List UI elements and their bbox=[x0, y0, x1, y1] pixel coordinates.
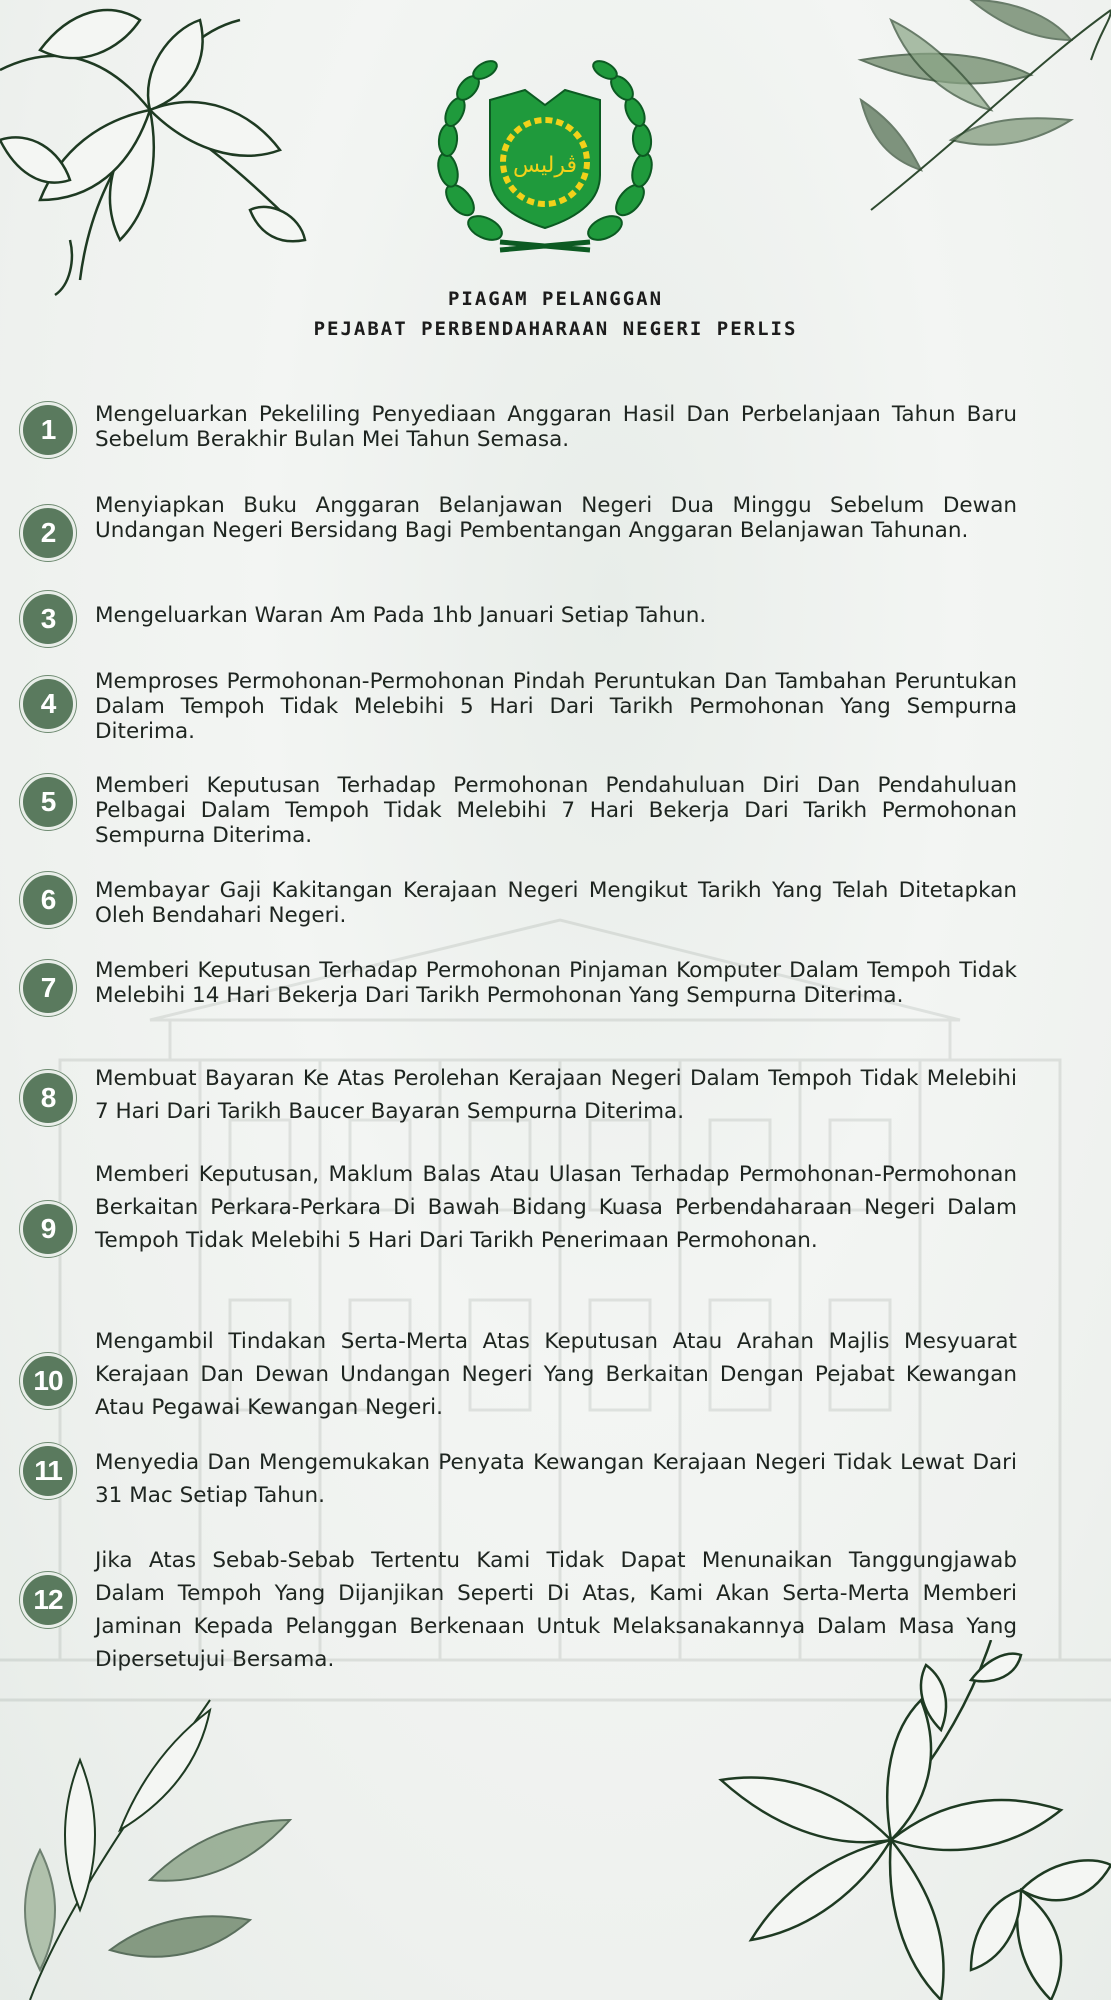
item-number-badge: 2 bbox=[20, 505, 76, 561]
item-text: Mengeluarkan Waran Am Pada 1hb Januari Setiap Tahun. bbox=[95, 603, 707, 628]
item-number-badge: 8 bbox=[20, 1070, 76, 1126]
item-text: Membuat Bayaran Ke Atas Perolehan Kerajaan Negeri Dalam Tempoh Tidak Melebihi 7 Hari Dari Tarikh Baucer Bayaran Sempurna Diterima. bbox=[95, 1066, 1017, 1124]
floral-decoration-bottom-right bbox=[691, 1640, 1111, 2000]
item-text: Mengeluarkan Pekeliling Penyediaan Anggaran Hasil Dan Perbelanjaan Tahun Baru Sebelum Berakhir Bulan Mei Tahun Semasa. bbox=[95, 402, 1017, 452]
page-subtitle: PEJABAT PERBENDAHARAAN NEGERI PERLIS bbox=[313, 318, 798, 340]
item-number-badge: 7 bbox=[20, 960, 76, 1016]
crest-text: ڤرليس bbox=[512, 153, 578, 178]
item-text: Memberi Keputusan, Maklum Balas Atau Ulasan Terhadap Permohonan-Permohonan Berkaitan Perkara-Perkara Di Bawah Bidang Kuasa Perbendaharaan Negeri Dalam Tempoh Tidak Melebihi 5 Hari Dari Tarikh Penerimaan Permohonan. bbox=[95, 1162, 1017, 1253]
item-text: Membayar Gaji Kakitangan Kerajaan Negeri Mengikut Tarikh Yang Telah Ditetapkan Oleh Bendahari Negeri. bbox=[95, 878, 1017, 928]
foliage-decoration-bottom-left bbox=[0, 1680, 300, 2000]
item-text: Memberi Keputusan Terhadap Permohonan Pinjaman Komputer Dalam Tempoh Tidak Melebihi 14 Hari Bekerja Dari Tarikh Permohonan Yang Sempurna Diterima. bbox=[95, 958, 1017, 1008]
item-text: Menyedia Dan Mengemukakan Penyata Kewangan Kerajaan Negeri Tidak Lewat Dari 31 Mac Setiap Tahun. bbox=[95, 1450, 1017, 1508]
item-number-badge: 6 bbox=[20, 872, 76, 928]
page-title: PIAGAM PELANGGAN bbox=[447, 288, 664, 310]
item-number-badge: 5 bbox=[20, 774, 76, 830]
item-text: Memproses Permohonan-Permohonan Pindah Peruntukan Dan Tambahan Peruntukan Dalam Tempoh Tidak Melebihi 5 Hari Dari Tarikh Permohonan Yang Sempurna Diterima. bbox=[95, 669, 1017, 744]
foliage-decoration-top-right bbox=[811, 0, 1111, 220]
item-number-badge: 10 bbox=[20, 1353, 76, 1409]
state-crest-logo bbox=[430, 50, 660, 260]
item-number-badge: 11 bbox=[20, 1443, 76, 1499]
item-number-badge: 4 bbox=[20, 676, 76, 732]
item-number-badge: 9 bbox=[20, 1201, 76, 1257]
item-text: Memberi Keputusan Terhadap Permohonan Pendahuluan Diri Dan Pendahuluan Pelbagai Dalam Tempoh Tidak Melebihi 7 Hari Bekerja Dari Tarikh Permohonan Sempurna Diterima. bbox=[95, 773, 1017, 848]
floral-decoration-top-left bbox=[0, 0, 340, 300]
item-text: Jika Atas Sebab-Sebab Tertentu Kami Tidak Dapat Menunaikan Tanggungjawab Dalam Tempoh Yang Dijanjikan Seperti Di Atas, Kami Akan Serta-Merta Memberi Jaminan Kepada Pelanggan Berkenaan Untuk Melaksanakannya Dalam Masa Yang Dipersetujui Bersama. bbox=[95, 1548, 1017, 1672]
item-number-badge: 3 bbox=[20, 591, 76, 647]
item-number-badge: 12 bbox=[20, 1572, 76, 1628]
item-number-badge: 1 bbox=[20, 402, 76, 458]
item-text: Mengambil Tindakan Serta-Merta Atas Keputusan Atau Arahan Majlis Mesyuarat Kerajaan Dan Dewan Undangan Negeri Yang Berkaitan Dengan Pejabat Kewangan Atau Pegawai Kewangan Negeri. bbox=[95, 1329, 1017, 1420]
item-text: Menyiapkan Buku Anggaran Belanjawan Negeri Dua Minggu Sebelum Dewan Undangan Negeri Bersidang Bagi Pembentangan Anggaran Belanjawan Tahunan. bbox=[95, 493, 1017, 543]
